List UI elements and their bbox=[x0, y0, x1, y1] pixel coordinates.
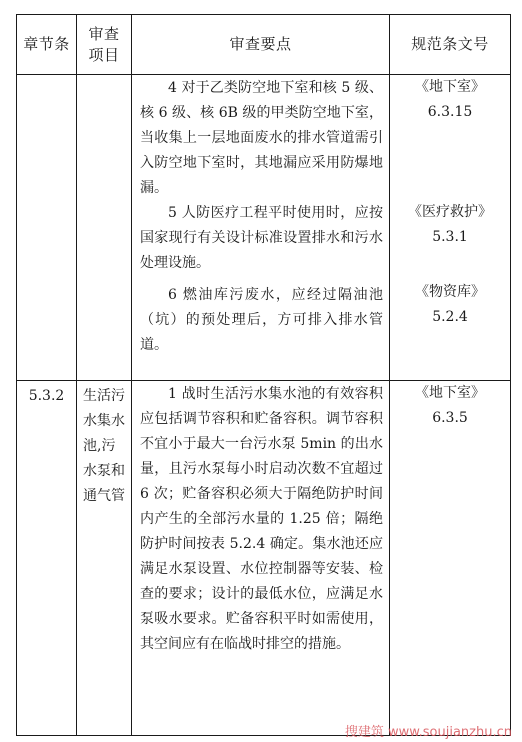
ref-clause: 5.2.4 bbox=[432, 309, 468, 325]
section-cell: 5.3.2 bbox=[17, 381, 77, 736]
ref-doc: 《地下室》 bbox=[415, 79, 485, 95]
ref-doc: 《地下室》 bbox=[415, 385, 485, 401]
item-cell bbox=[77, 75, 132, 381]
item-cell: 生活污水集水池,污水泵和通气管 bbox=[77, 381, 132, 736]
ref-doc: 《医疗救护》 bbox=[408, 204, 492, 220]
table-row bbox=[17, 381, 511, 736]
ref-doc: 《物资库》 bbox=[415, 284, 485, 300]
ref-block bbox=[390, 381, 510, 431]
table-row bbox=[17, 75, 511, 381]
header-refs: 规范条文号 bbox=[390, 15, 511, 75]
ref-block bbox=[390, 75, 510, 200]
ref-block bbox=[390, 280, 510, 330]
review-table bbox=[16, 14, 511, 736]
review-point: 1 战时生活污水集水池的有效容积应包括调节容积和贮备容积。调节容积不宜小于最大一台污水泵 5min 的出水量，且污水泵每小时启动次数不宜超过 6 次；贮备容积必须大于隔绝防护时间内产生的全部污水量的 1.25 倍；隔绝防护时间按表 5.2.4 确定。集水池还应满足水泵设置、水位控制器等安装、检查的要求；设计的最低水位，应满足水泵吸水要求。贮备容积平时如需使用，其空间应有在临战时排空的措施。 bbox=[140, 386, 383, 652]
ref-clause: 6.3.5 bbox=[432, 410, 468, 426]
watermark: 搜建筑 www.soujianzhu.cn bbox=[344, 725, 512, 740]
refs-cell bbox=[390, 75, 511, 381]
refs-cell bbox=[390, 381, 511, 736]
points-cell bbox=[132, 75, 390, 381]
review-point: 5 人防医疗工程平时使用时，应按国家现行有关设计标准设置排水和污水处理设施。 bbox=[140, 205, 383, 271]
table-header-row bbox=[17, 15, 511, 75]
header-item bbox=[77, 15, 132, 75]
ref-block bbox=[390, 200, 510, 280]
header-points: 审查要点 bbox=[132, 15, 390, 75]
header-item-text: 审查 项目 bbox=[88, 24, 120, 64]
review-point: 6 燃油库污废水，应经过隔油池（坑）的预处理后，方可排入排水管道。 bbox=[140, 287, 383, 353]
ref-clause: 5.3.1 bbox=[432, 229, 468, 245]
points-cell bbox=[132, 381, 390, 736]
section-cell bbox=[17, 75, 77, 381]
ref-clause: 6.3.15 bbox=[427, 104, 473, 120]
header-section: 章节条 bbox=[17, 15, 77, 75]
review-point: 4 对于乙类防空地下室和核 5 级、核 6 级、核 6B 级的甲类防空地下室，当收集上一层地面废水的排水管道需引入防空地下室时，其地漏应采用防爆地漏。 bbox=[140, 80, 383, 196]
